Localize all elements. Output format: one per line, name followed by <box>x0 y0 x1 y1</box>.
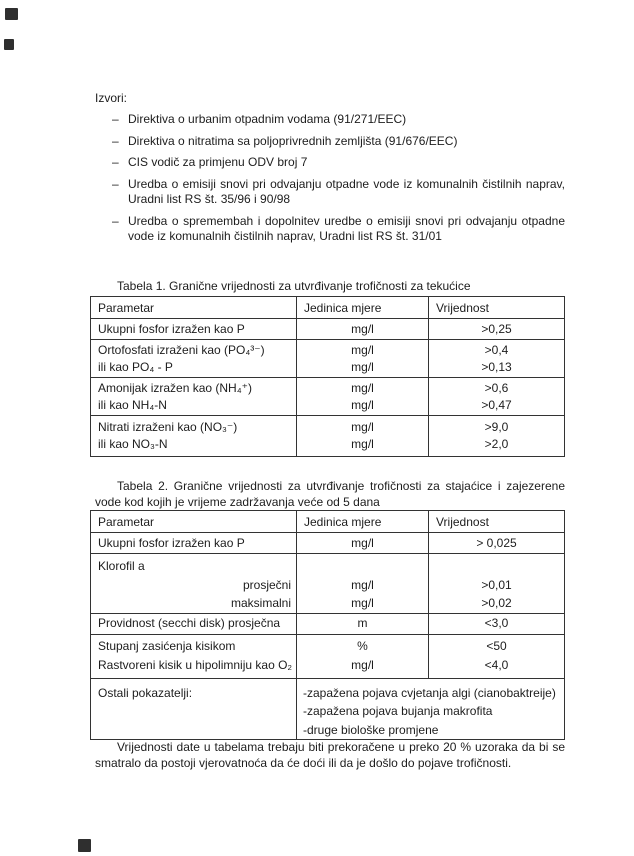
table-row <box>91 533 565 554</box>
table-cell <box>297 554 429 614</box>
table-row <box>91 319 565 340</box>
dash-bullet: – <box>112 112 119 126</box>
cell-line: >9,0 <box>484 420 509 434</box>
table-cell <box>91 634 297 678</box>
dash-bullet: – <box>112 133 119 148</box>
cell-line: Providnost (secchi disk) prosječna <box>98 616 281 630</box>
cell-line: Ostali pokazatelji: <box>98 685 193 700</box>
header-row <box>91 297 565 319</box>
cell-line: > 0,025 <box>476 535 517 550</box>
sources-label: Izvori: <box>95 91 128 105</box>
cell-line: <3,0 <box>484 616 509 630</box>
cell-line: Amonijak izražen kao (NH₄⁺) <box>98 380 252 395</box>
source-item <box>112 176 565 208</box>
column-header: Vrijednost <box>429 511 565 533</box>
table2-limits-lakes <box>90 510 565 740</box>
column-header: Parametar <box>91 511 297 533</box>
cell-line: Ortofosfati izraženi kao (PO₄³⁻) <box>98 342 265 357</box>
table-cell <box>429 416 565 457</box>
cell-line: >0,01 <box>481 577 512 592</box>
source-item <box>112 213 565 245</box>
source-item-line: vode iz komunalnih čistilnih naprav, Uradni list RS št. 31/01 <box>128 229 442 243</box>
source-item-line: CIS vodič za primjenu ODV broj 7 <box>128 155 308 169</box>
cell-line: Klorofil a <box>98 559 145 573</box>
cell-line: ili kao PO₄ - P <box>98 359 173 374</box>
column-header: Parametar <box>91 297 297 319</box>
sources-list <box>112 112 565 251</box>
dash-bullet: – <box>112 176 119 191</box>
cell-line: >0,13 <box>481 359 512 374</box>
scan-artifact <box>4 39 14 50</box>
footer-line2: smatralo da postoji vjerovatnoća da će doći ili da je došlo do pojave trofičnosti. <box>95 756 512 770</box>
scan-artifact <box>78 839 91 852</box>
cell-line: Stupanj zasićenja kisikom <box>98 639 236 653</box>
cell-line: ili kao NO₃-N <box>98 437 168 451</box>
table-cell <box>91 340 297 378</box>
table2-caption-line1: Tabela 2. Granične vrijednosti za utvrđivanje trofičnosti za stajaćice i zajezerene <box>117 479 565 493</box>
cell-line: mg/l <box>351 420 374 434</box>
table-cell <box>91 378 297 416</box>
column-header: Jedinica mjere <box>297 297 429 319</box>
table-cell <box>297 319 429 340</box>
table-row <box>91 340 565 378</box>
table-cell <box>91 416 297 457</box>
cell-line: <50 <box>486 639 507 653</box>
cell-line: >0,6 <box>484 380 509 395</box>
source-item-line: Direktiva o urbanim otpadnim vodama (91/271/EEC) <box>128 112 407 126</box>
table-cell <box>297 613 429 634</box>
table-cell <box>297 340 429 378</box>
source-item <box>112 155 565 171</box>
cell-line: -druge biološke promjene <box>303 722 439 737</box>
table-row <box>91 613 565 634</box>
table-row <box>91 678 565 740</box>
footer-paragraph <box>95 739 565 771</box>
cell-line: Nitrati izraženi kao (NO₃⁻) <box>98 420 238 434</box>
table-cell <box>429 554 565 614</box>
column-header: Vrijednost <box>429 297 565 319</box>
cell-line: mg/l <box>351 535 374 550</box>
cell-line: >2,0 <box>484 437 509 451</box>
source-item <box>112 133 565 150</box>
cell-line: mg/l <box>351 342 374 357</box>
cell-line: mg/l <box>351 658 374 672</box>
cell-line: prosječni <box>242 577 291 592</box>
table-cell <box>91 554 297 614</box>
cell-line: mg/l <box>351 596 374 610</box>
header-row <box>91 511 565 533</box>
table-cell <box>429 634 565 678</box>
cell-line: -zapažena pojava cvjetanja algi (cianobaktreije) <box>303 685 556 700</box>
cell-line: mg/l <box>351 577 374 592</box>
table-cell <box>429 533 565 554</box>
cell-line: Ukupni fosfor izražen kao P <box>98 535 245 550</box>
table-cell <box>297 416 429 457</box>
table-cell <box>297 378 429 416</box>
cell-line: <4,0 <box>484 658 509 672</box>
source-item-line: Direktiva o nitratima sa poljoprivrednih zemljišta (91/676/EEC) <box>128 133 458 148</box>
table-cell <box>429 319 565 340</box>
table-row <box>91 378 565 416</box>
cell-line: Ukupni fosfor izražen kao P <box>98 321 245 336</box>
table-cell <box>91 533 297 554</box>
cell-line: >0,4 <box>484 342 509 357</box>
cell-line: >0,25 <box>481 321 512 336</box>
table-cell <box>91 319 297 340</box>
source-item-line: Uredba o emisiji snovi pri odvajanju otpadne vode iz komunalnih čistilnih naprav, <box>128 176 565 191</box>
footer-line1: Vrijednosti date u tabelama trebaju biti prekoračene u preko 20 % uzoraka da bi se <box>117 740 565 754</box>
table-cell <box>91 613 297 634</box>
table1-caption: Tabela 1. Granične vrijednosti za utvrđivanje trofičnosti za tekućice <box>117 279 471 293</box>
table-row <box>91 416 565 457</box>
cell-line: mg/l <box>351 437 374 451</box>
cell-line: mg/l <box>351 380 374 395</box>
table1-limits-watercourses <box>90 296 565 457</box>
source-item-line: Uredba o spremembah i dopolnitev uredbe o emisiji snovi pri odvajanju otpadne <box>128 213 565 228</box>
cell-line: m <box>357 616 368 630</box>
table-cell <box>91 678 297 740</box>
cell-line: maksimalni <box>230 596 291 610</box>
cell-line <box>429 557 564 576</box>
cell-line: mg/l <box>351 321 374 336</box>
cell-line: mg/l <box>351 397 374 412</box>
table-cell <box>297 533 429 554</box>
cell-line <box>297 557 428 576</box>
table-cell <box>297 678 565 740</box>
cell-line: >0,02 <box>481 596 512 610</box>
cell-line: -zapažena pojava bujanja makrofita <box>303 704 493 718</box>
dash-bullet: – <box>112 213 119 228</box>
table2-caption-line2: vode kod kojih je vrijeme zadržavanja veće od 5 dana <box>95 495 380 509</box>
cell-line: % <box>357 639 368 653</box>
source-item-line: Uradni list RS št. 35/96 i 90/98 <box>128 192 291 206</box>
column-header: Jedinica mjere <box>297 511 429 533</box>
cell-line: Rastvoreni kisik u hipolimniju kao O₂ <box>98 658 293 672</box>
table-cell <box>429 378 565 416</box>
cell-line: ili kao NH₄-N <box>98 397 167 412</box>
cell-line: mg/l <box>351 359 374 374</box>
table-cell <box>429 340 565 378</box>
table-row <box>91 634 565 678</box>
cell-line: >0,47 <box>481 397 512 412</box>
source-item <box>112 112 565 128</box>
scan-artifact <box>5 8 18 20</box>
dash-bullet: – <box>112 155 119 169</box>
table-row <box>91 554 565 614</box>
table-cell <box>297 634 429 678</box>
table-cell <box>429 613 565 634</box>
table2-caption <box>95 478 565 510</box>
